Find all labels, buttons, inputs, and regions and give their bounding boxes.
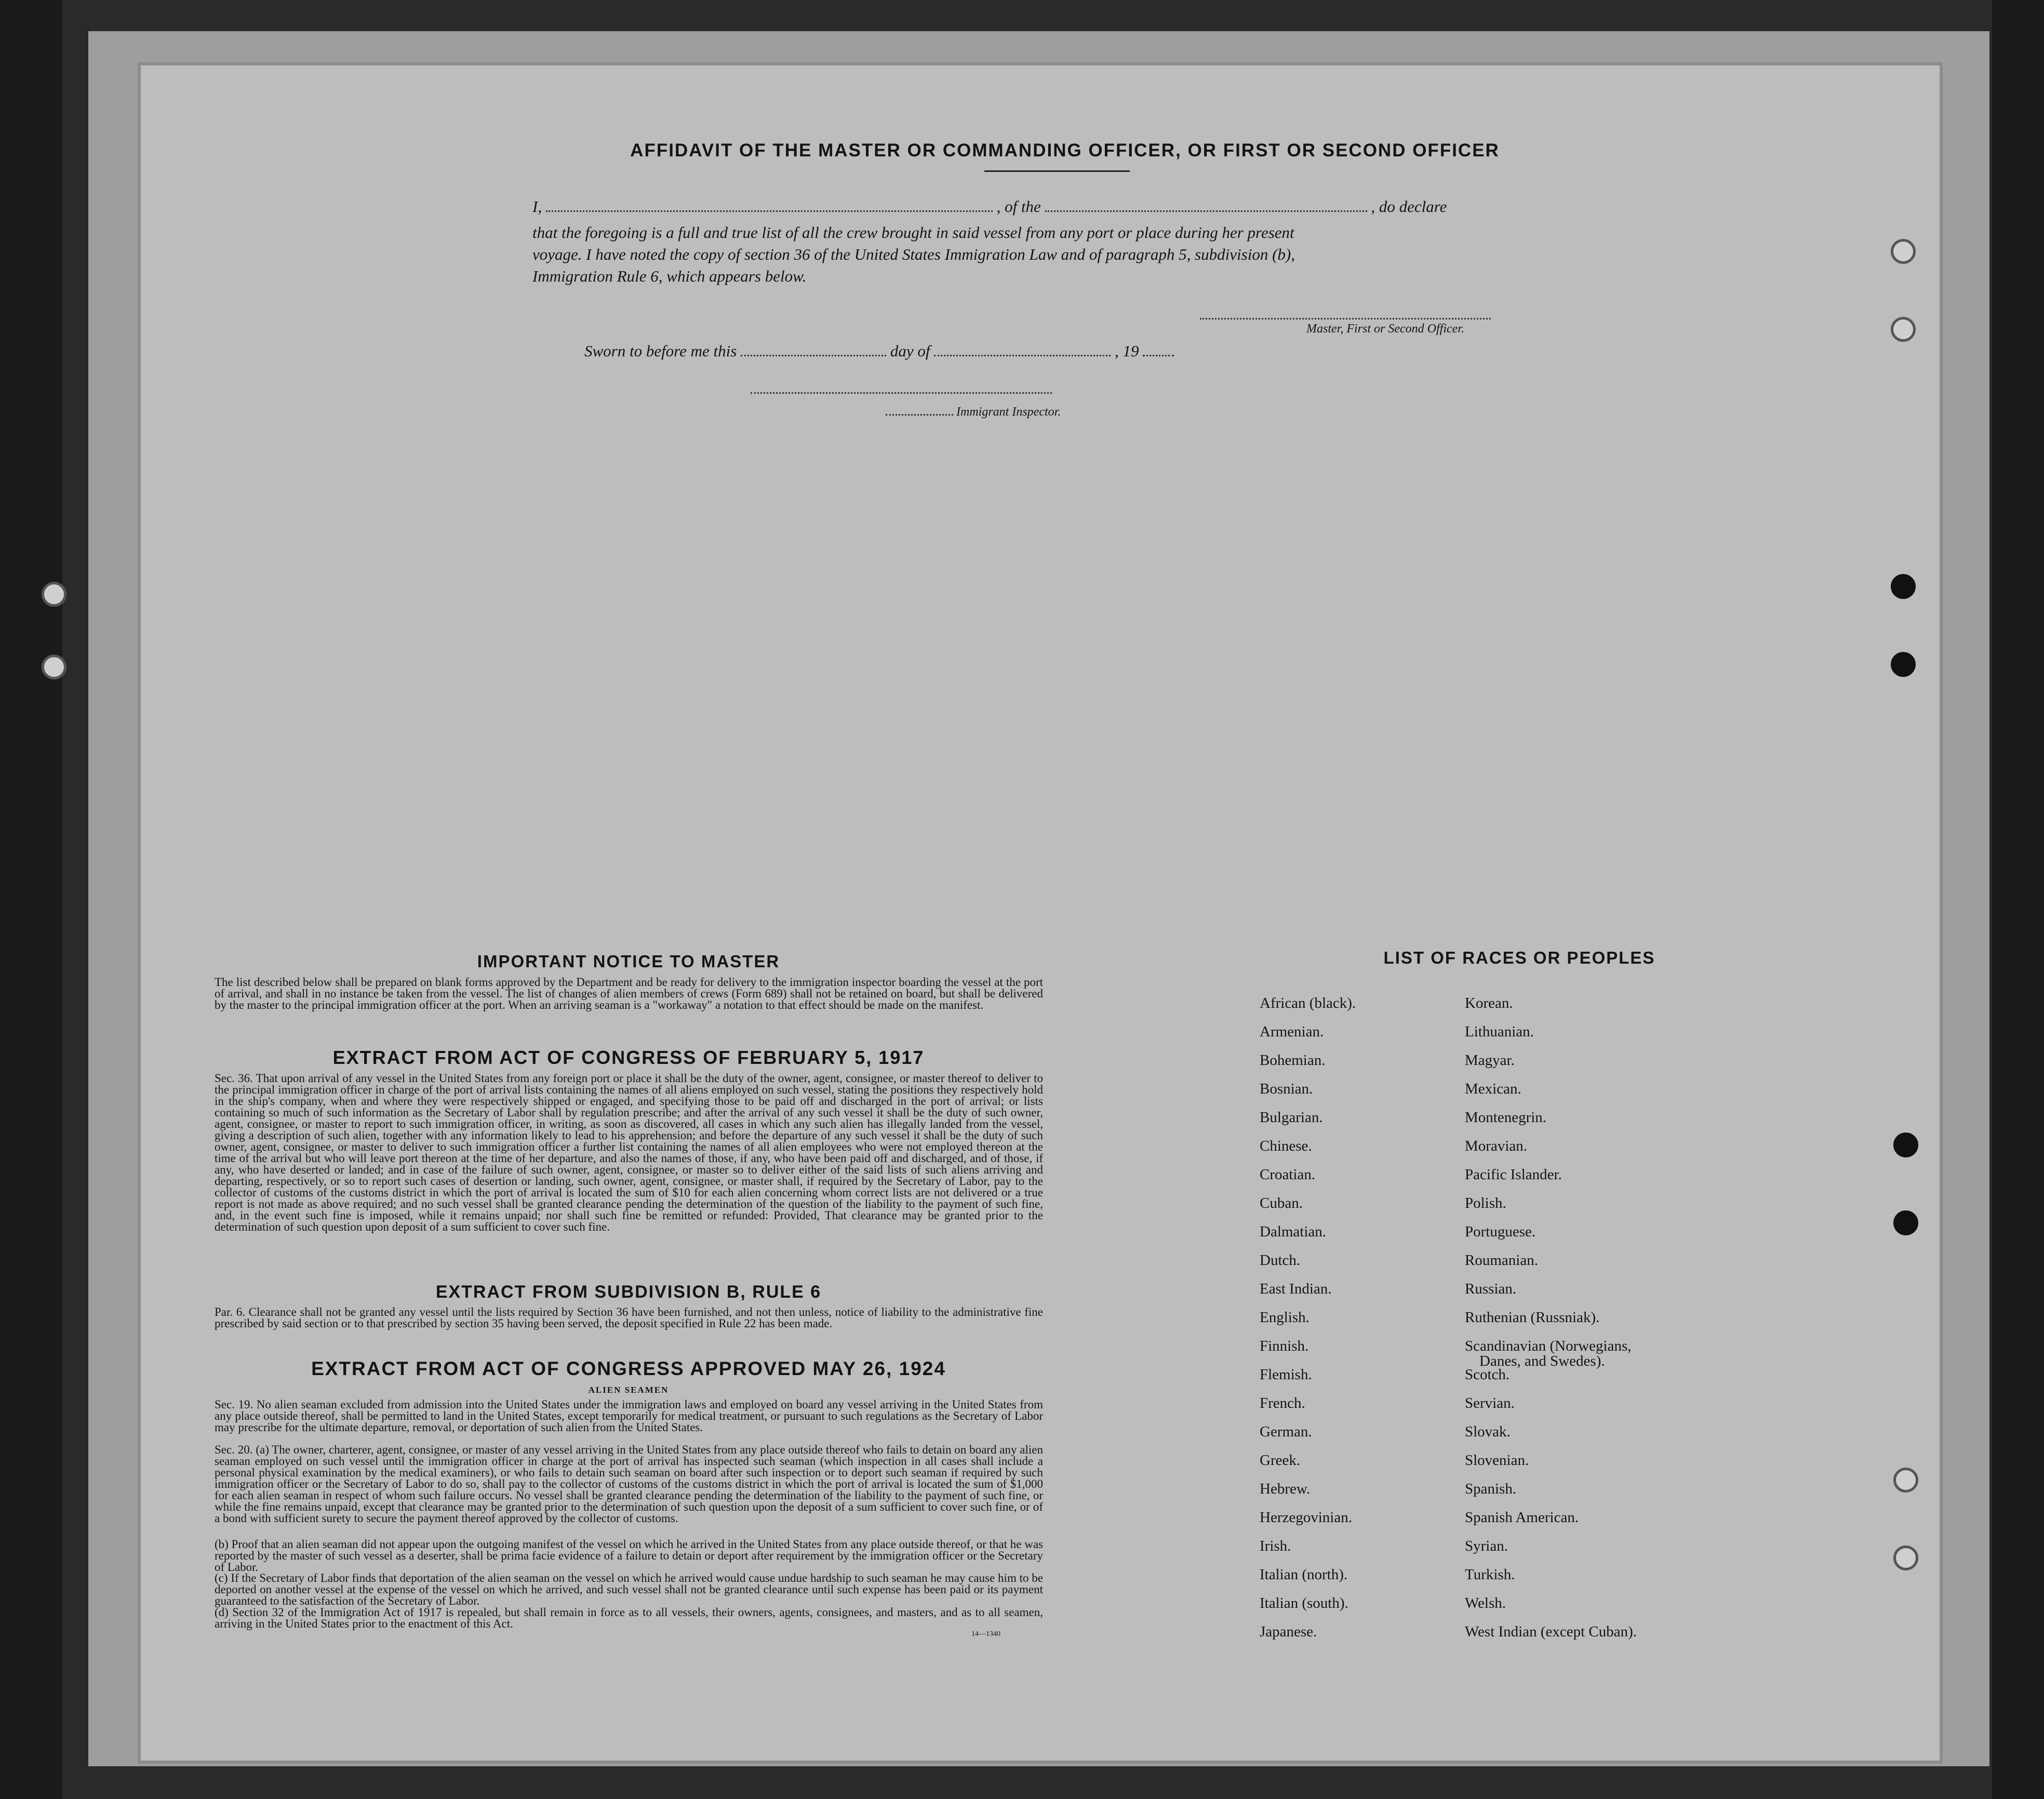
race-item: English. <box>1260 1309 1310 1326</box>
race-item: Armenian. <box>1260 1023 1324 1040</box>
race-item: Hebrew. <box>1260 1481 1311 1497</box>
document-page <box>138 62 1943 1764</box>
affidavit-line-4: Immigration Rule 6, which appears below. <box>532 267 807 285</box>
race-item: Magyar. <box>1465 1052 1515 1069</box>
extract-1924-sec20c: (c) If the Secretary of Labor finds that deportation of the alien seaman on the vessel on which he arrived would cause undue hardship to such seaman he may cause him to be deported on another vessel at the expense of the vessel on which he arrived, and such vessel shall not be granted clearance until such expense has been paid or its payment guaranteed to the satisfaction of the Secretary of Labor. <box>215 1571 1043 1607</box>
day-blank[interactable] <box>741 355 886 356</box>
vessel-blank[interactable] <box>1045 210 1367 212</box>
race-item: Finnish. <box>1260 1338 1309 1354</box>
day-of-label: day of <box>890 342 930 360</box>
race-item: Dalmatian. <box>1260 1223 1327 1240</box>
notice-title: IMPORTANT NOTICE TO MASTER <box>477 952 780 971</box>
race-item: Herzegovinian. <box>1260 1509 1352 1526</box>
master-signature-label: Master, First or Second Officer. <box>1306 322 1464 336</box>
of-the-label: , of the <box>996 197 1041 216</box>
binder-hole <box>1891 317 1916 342</box>
race-item: Japanese. <box>1260 1623 1317 1640</box>
race-item: Lithuanian. <box>1465 1023 1534 1040</box>
title-rule <box>984 170 1130 172</box>
affidavit-line-1 <box>532 197 1686 216</box>
race-item: Syrian. <box>1465 1538 1508 1554</box>
inspector-line <box>886 405 1061 419</box>
binder-hole <box>1893 1545 1918 1570</box>
master-signature-line[interactable] <box>1200 318 1491 319</box>
extract-1924-title: EXTRACT FROM ACT OF CONGRESS APPROVED MAY 26, 1924 <box>311 1358 946 1379</box>
left-dark-edge <box>0 0 62 1799</box>
extract-1924-sec20b: (b) Proof that an alien seaman did not appear upon the outgoing manifest of the vessel on which he arrived in the United States from any place outside thereof, or that he was reported by the master of such vessel as a deserter, shall be prima facie evidence of a failure to detain or deport after requirement by the immigration officer or the Secretary of Labor. <box>215 1538 1043 1574</box>
year-label: , 19 <box>1114 342 1139 360</box>
race-item: East Indian. <box>1260 1281 1332 1297</box>
race-item: Bulgarian. <box>1260 1109 1323 1126</box>
extract-1924-subtitle: ALIEN SEAMEN <box>588 1385 669 1395</box>
affidavit-line-2: that the foregoing is a full and true list of all the crew brought in said vessel from any port or place during her present <box>532 223 1294 242</box>
race-item: Greek. <box>1260 1452 1301 1469</box>
extract-1924-sec20d: (d) Section 32 of the Immigration Act of 1917 is repealed, but shall remain in force as to all vessels, their owners, agents, consignees, and masters, and as to all seamen, arriving in the United States prior to the enactment of this Act. <box>215 1606 1043 1630</box>
form-number: 14—1340 <box>971 1630 1000 1638</box>
binder-hole <box>42 655 66 679</box>
year-blank[interactable] <box>1143 355 1174 356</box>
race-item: Scandinavian (Norwegians, <box>1465 1338 1632 1354</box>
race-item: Ruthenian (Russniak). <box>1465 1309 1600 1326</box>
race-item: Portuguese. <box>1465 1223 1536 1240</box>
race-item: West Indian (except Cuban). <box>1465 1623 1637 1640</box>
extract-1924-sec19: Sec. 19. No alien seaman excluded from admission into the United States under the immigration laws and employed on board any vessel arriving in the United States from any place outside thereof, shall be permitted to land in the United States, except temporarily for medical treatment, or pursuant to such regulations as the Secretary of Labor may prescribe for the ultimate departure, removal, or deportation of such alien from the United States. <box>215 1398 1043 1434</box>
binder-hole <box>1891 574 1916 599</box>
race-item: Spanish. <box>1465 1481 1517 1497</box>
race-item: Bohemian. <box>1260 1052 1326 1069</box>
race-item-continuation: Danes, and Swedes). <box>1479 1353 1605 1369</box>
race-item: Irish. <box>1260 1538 1291 1554</box>
do-declare-label: , do declare <box>1371 197 1447 216</box>
race-item: German. <box>1260 1423 1312 1440</box>
race-item: Spanish American. <box>1465 1509 1579 1526</box>
i-label: I, <box>532 197 542 216</box>
sworn-label: Sworn to before me this <box>584 342 737 360</box>
rule6-title: EXTRACT FROM SUBDIVISION B, RULE 6 <box>435 1282 822 1302</box>
race-item: Pacific Islander. <box>1465 1166 1562 1183</box>
sworn-line <box>584 342 1174 361</box>
race-item: Slovak. <box>1465 1423 1511 1440</box>
race-item: Italian (north). <box>1260 1566 1348 1583</box>
binder-hole <box>1893 1468 1918 1492</box>
notice-body: The list described below shall be prepared on blank forms approved by the Department and be ready for delivery to the immigration inspector boarding the vessel at the port of arrival, and shall in no instance be taken from the vessel. The list of changes of alien members of crews (Form 689) shall not be retained on board, but shall be delivered by the master to the principal immigration officer at the port. When an arriving seaman is a "workaway" a notation to that effect should be made on the manifest. <box>215 976 1043 1011</box>
extract-1924-sec20a: Sec. 20. (a) The owner, charterer, agent, consignee, or master of any vessel arriving in the United States from any place outside thereof who fails to detain on board any alien seaman employed on such vessel until the immigration officer in charge at the port of arrival has inspected such seaman (which inspection in all cases shall include a personal physical examination by the medical examiners), or who fails to detain such seaman on board after such inspection or to deport such seaman if required by such immigration officer or the Secretary of Labor to do so, shall pay to the collector of customs of the customs district in which the port of arrival is located the sum of $1,000 for each alien seaman in respect of whom such failure occurs. No vessel shall be granted clearance pending the determination of the liability to the payment of such fine, or while the fine remains unpaid, except that clearance may be granted prior to the determination of such question upon the deposit of a sum sufficient to cover such fine, or of a bond with sufficient surety to secure the payment thereof approved by the collector of customs. <box>215 1443 1043 1525</box>
races-column-1 <box>1260 995 1462 1652</box>
binder-hole <box>1891 239 1916 264</box>
race-item: Korean. <box>1465 995 1513 1011</box>
extract-1917-body: Sec. 36. That upon arrival of any vessel in the United States from any foreign port or place it shall be the duty of the owner, agent, consignee, or master thereof to deliver to the principal immigration officer in charge of the port of arrival lists containing the names of all aliens employed on such vessel, stating the positions they respectively hold in the ship's company, when and where they were respectively shipped or engaged, and specifying those to be paid off and discharged in the port of arrival; or lists containing so much of such information as the Secretary of Labor shall by regulation prescribe; and after the arrival of any such vessel it shall be the duty of such owner, agent, consignee, or master to report to such immigration officer, in writing, as soon as discovered, all cases in which any such alien has illegally landed from the vessel, giving a description of such alien, together with any information likely to lead to his apprehension; and before the departure of any such vessel it shall be the duty of such owner, agent, consignee, or master to deliver to such immigration officer a further list containing the names of all alien employees who were not employed thereon at the time of the arrival but who will leave port thereon at the time of her departure, and also the names of those, if any, who have been paid off and discharged, and of those, if any, who have deserted or landed; and in case of the failure of such owner, agent, consignee, or master so to deliver either of the said lists of such aliens arriving and departing, respectively, or so to report such cases of desertion or landing, such owner, agent, consignee, or master shall, if required by the Secretary of Labor, pay to the collector of customs of the customs district in which the port of arrival is located the sum of $10 for each alien concerning whom correct lists are not delivered or a true report is not made as above required; and no such vessel shall be granted clearance pending the determination of the question of the liability to the payment of such fine, and, in the event such fine is imposed, while it remains unpaid; nor shall such fine be remitted or refunded: Provided, That clearance may be granted prior to the determination of such question upon deposit of a sum sufficient to cover such fine. <box>215 1072 1043 1233</box>
rule6-body: Par. 6. Clearance shall not be granted any vessel until the lists required by Section 36 have been furnished, and not then unless, notice of liability to the administrative fine prescribed by said section or to that prescribed by section 35 having been served, the deposit specified in Rule 22 has been made. <box>215 1305 1043 1330</box>
inspector-blank[interactable] <box>886 414 953 416</box>
races-title: LIST OF RACES OR PEOPLES <box>1383 948 1655 967</box>
name-blank[interactable] <box>546 210 993 212</box>
race-item: Bosnian. <box>1260 1081 1313 1097</box>
race-item: Servian. <box>1465 1395 1515 1411</box>
race-item: Montenegrin. <box>1465 1109 1547 1126</box>
race-item: Cuban. <box>1260 1195 1303 1211</box>
race-item: Turkish. <box>1465 1566 1515 1583</box>
race-item: Croatian. <box>1260 1166 1316 1183</box>
race-item-wrapped <box>1465 1338 1735 1369</box>
races-column-2 <box>1465 995 1735 1652</box>
affidavit-title: AFFIDAVIT OF THE MASTER OR COMMANDING OFFICER, OR FIRST OR SECOND OFFICER <box>630 140 1500 161</box>
race-item: Dutch. <box>1260 1252 1301 1269</box>
right-dark-edge <box>1992 0 2044 1799</box>
race-item: Moravian. <box>1465 1138 1527 1154</box>
race-item: Polish. <box>1465 1195 1506 1211</box>
binder-hole <box>1893 1132 1918 1157</box>
inspector-label: Immigrant Inspector. <box>956 405 1061 419</box>
race-item: Scotch. <box>1465 1366 1510 1383</box>
inspector-signature-line[interactable] <box>751 392 1052 394</box>
binder-hole <box>1893 1210 1918 1235</box>
race-item: African (black). <box>1260 995 1356 1011</box>
race-item: Chinese. <box>1260 1138 1312 1154</box>
affidavit-line-3: voyage. I have noted the copy of section 36 of the United States Immigration Law and of paragraph 5, subdivision (b), <box>532 245 1295 263</box>
binder-hole <box>42 582 66 607</box>
race-item: Flemish. <box>1260 1366 1312 1383</box>
race-item: French. <box>1260 1395 1305 1411</box>
binder-hole <box>1891 652 1916 677</box>
extract-1917-title: EXTRACT FROM ACT OF CONGRESS OF FEBRUARY 5, 1917 <box>332 1047 925 1068</box>
month-blank[interactable] <box>934 355 1111 356</box>
race-item: Italian (south). <box>1260 1595 1348 1611</box>
race-item: Slovenian. <box>1465 1452 1529 1469</box>
race-item: Russian. <box>1465 1281 1517 1297</box>
race-item: Mexican. <box>1465 1081 1521 1097</box>
race-item: Roumanian. <box>1465 1252 1538 1269</box>
race-item: Welsh. <box>1465 1595 1506 1611</box>
